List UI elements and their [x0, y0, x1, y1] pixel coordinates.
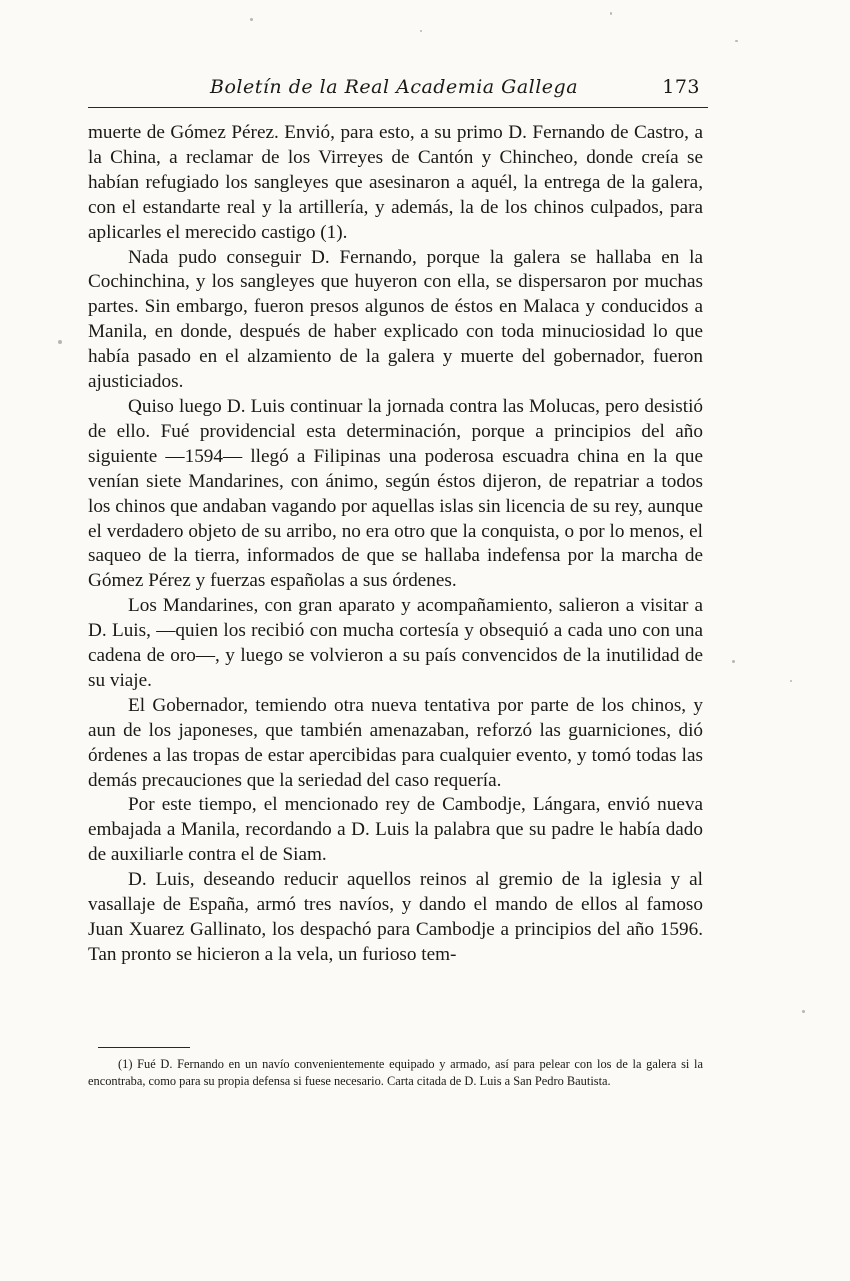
footnote — [88, 1056, 703, 1090]
footnote-rule — [98, 1047, 190, 1048]
paragraph-3: Quiso luego D. Luis continuar la jornada contra las Molucas, pero desistió de ello. Fué providencial esta determinación, porque a principios del año siguiente —1594— llegó a Filipinas una poderosa escuadra china en la que venían siete Mandarines, con ánimo, según éstos dijeron, de repatriar a todos los chinos que andaban vagando por aquellas islas sin licencia de su rey, aunque el verdadero objeto de su arribo, no era otro que la conquista, o por lo menos, el saqueo de la tierra, informados de que se hallaba indefensa por la marcha de Gómez Pérez y fuerzas españolas a sus órdenes. — [88, 395, 703, 592]
scan-speck — [250, 18, 253, 21]
scan-speck — [802, 1010, 805, 1013]
footnote-text: (1) Fué D. Fernando en un navío convenientemente equipado y armado, así para pelear con los de la galera si la encontraba, como para su propia defensa si fuese necesario. Carta citada de D. Luis a San Pedro Bautista. — [88, 1057, 703, 1088]
page-number: 173 — [662, 76, 700, 98]
body-text — [88, 121, 703, 968]
paragraph-5: El Gobernador, temiendo otra nueva tentativa por parte de los chinos, y aun de los japoneses, que también amenazaban, reforzó las guarniciones, dió órdenes a las tropas de estar apercibidas para cualquier evento, y tomó todas las demás precauciones que la seriedad del caso requería. — [88, 694, 703, 791]
scan-speck — [735, 40, 738, 42]
header-rule — [88, 107, 708, 108]
scan-speck — [732, 660, 735, 663]
scan-speck — [610, 12, 612, 15]
paragraph-6: Por este tiempo, el mencionado rey de Cambodje, Lángara, envió nueva embajada a Manila, recordando a D. Luis la palabra que su padre le había dado de auxiliarle contra el de Siam. — [88, 794, 703, 866]
journal-title: Boletín de la Real Academia Gallega — [210, 76, 579, 98]
scan-speck — [790, 680, 792, 682]
paragraph-1: muerte de Gómez Pérez. Envió, para esto, a su primo D. Fernando de Castro, a la China, a reclamar de los Virreyes de Cantón y Chincheo, donde creía se habían refugiado los sangleyes que asesinaron a aquél, la entrega de la galera, con el estandarte real y la artillería, y además, la de los chinos culpados, para aplicarles el merecido castigo (1). — [88, 122, 703, 243]
scan-speck — [420, 30, 422, 32]
paragraph-7: D. Luis, deseando reducir aquellos reinos al gremio de la iglesia y al vasallaje de España, armó tres navíos, y dando el mando de ellos al famoso Juan Xuarez Gallinato, los despachó para Cambodje a principios del año 1596. Tan pronto se hicieron a la vela, un furioso tem- — [88, 869, 703, 965]
paragraph-4: Los Mandarines, con gran aparato y acompañamiento, salieron a visitar a D. Luis, —quien los recibió con mucha cortesía y obsequió a cada uno con una cadena de oro—, y luego se volvieron a su país convencidos de la inutilidad de su viaje. — [88, 595, 703, 691]
scan-speck — [58, 340, 62, 344]
paragraph-2: Nada pudo conseguir D. Fernando, porque la galera se hallaba en la Cochinchina, y los sangleyes que huyeron con ella, se dispersaron por muchas partes. Sin embargo, fueron presos algunos de éstos en Malaca y conducidos a Manila, en donde, después de haber explicado con toda minuciosidad lo que había pasado en el alzamiento de la galera y muerte del gobernador, fueron ajusticiados. — [88, 246, 703, 393]
running-header — [88, 72, 710, 104]
